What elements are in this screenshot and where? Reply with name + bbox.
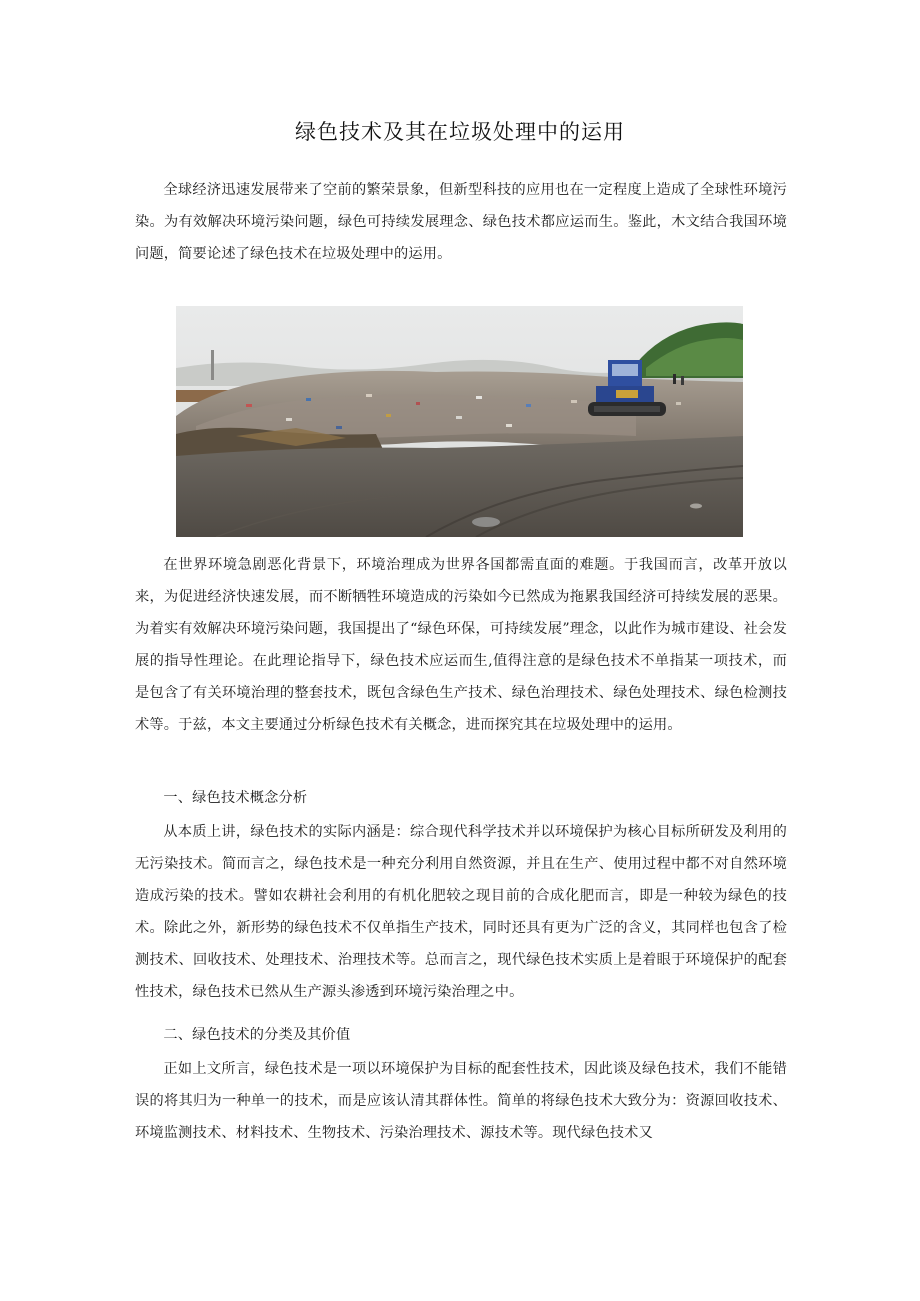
landfill-photo xyxy=(176,306,743,537)
intro-paragraph: 全球经济迅速发展带来了空前的繁荣景象，但新型科技的应用也在一定程度上造成了全球性环境污染。为有效解决环境污染问题，绿色可持续发展理念、绿色技术都应运而生。鉴此，木文结合我国环境问题，简要论述了绿色技术在垃圾处理中的运用。 xyxy=(135,182,787,262)
document-title: 绿色技术及其在垃圾处理中的运用 xyxy=(295,120,625,144)
concept-paragraph: 从本质上讲，绿色技术的实际内涵是：综合现代科学技术并以环境保护为核心目标所研发及利用的无污染技术。简而言之，绿色技术是一种充分利用自然资源，并且在生产、使用过程中都不对自然环境造成污染的技术。譬如农耕社会利用的有机化肥较之现目前的合成化肥而言，即是一种较为绿色的技术。除此之外，新形势的绿色技术不仅单指生产技术，同时还具有更为广泛的含义，其同样也包含了检测技术、回收技术、处理技术、治理技术等。总而言之，现代绿色技术实质上是着眼于环境保护的配套性技术，绿色技术已然从生产源头渗透到环境污染治理之中。 xyxy=(135,824,787,1000)
section-heading-1: 一、绿色技术概念分析 xyxy=(163,790,308,806)
section-heading-2: 二、绿色技术的分类及其价值 xyxy=(163,1027,351,1043)
classification-paragraph: 正如上文所言，绿色技术是一项以环境保护为目标的配套性技术，因此谈及绿色技术，我们不能错误的将其归为一种单一的技术，而是应该认清其群体性。简单的将绿色技术大致分为：资源回收技术、环境监测技术、材料技术、生物技术、污染治理技术、源技术等。现代绿色技术又 xyxy=(135,1061,787,1141)
background-paragraph: 在世界环境急剧恶化背景下，环境治理成为世界各国都需直面的难题。于我国而言，改革开放以来，为促进经济快速发展，而不断牺牲环境造成的污染如今已然成为拖累我国经济可持续发展的恶果。为着实有效解决环境污染问题，我国提出了“绿色环保，可持续发展”理念，以此作为城市建设、社会发展的指导性理论。在此理论指导下，绿色技术应运而生,值得注意的是绿色技术不单指某一项技术，而是包含了有关环境治理的整套技术，既包含绿色生产技术、绿色治理技术、绿色处理技术、绿色检测技术等。于兹，本文主要通过分析绿色技术有关概念，进而探究其在垃圾处理中的运用。 xyxy=(135,557,787,733)
